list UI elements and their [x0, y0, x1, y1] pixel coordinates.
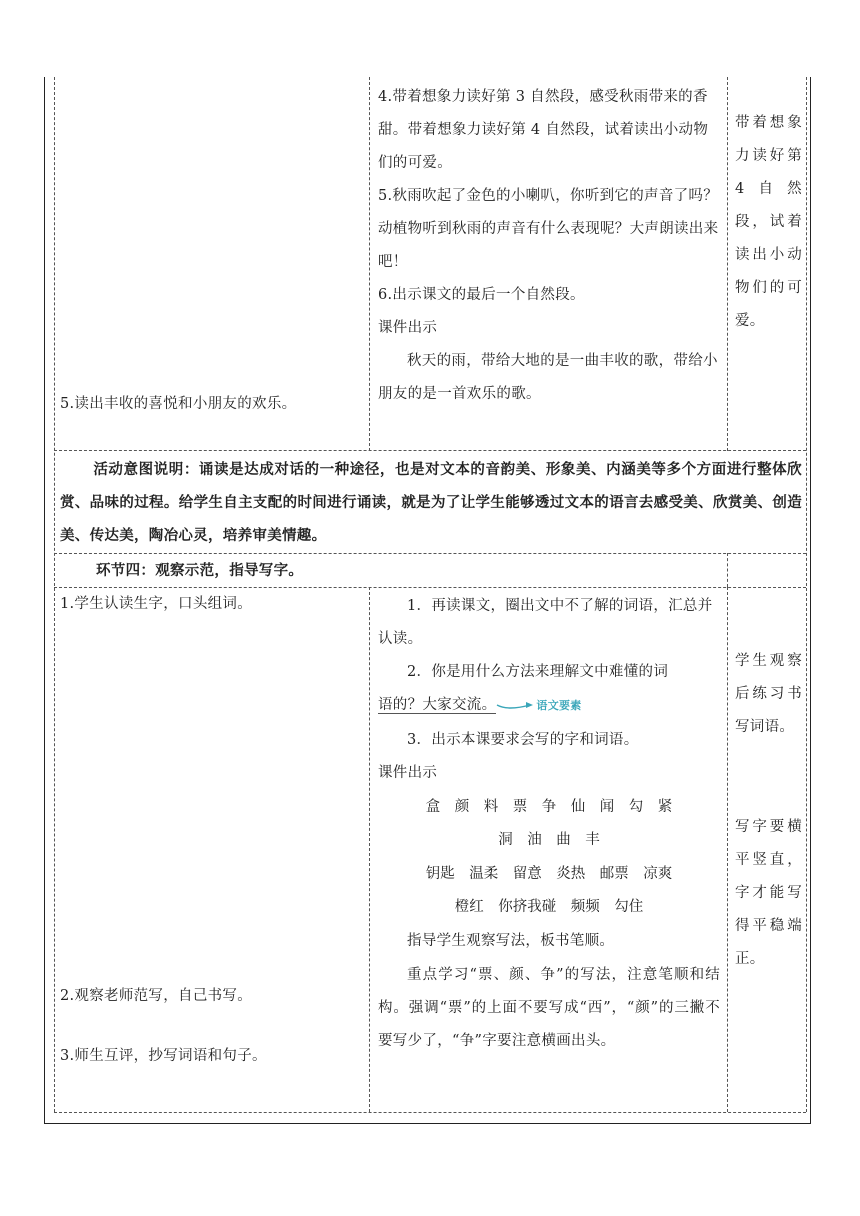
teacher-step-2b [378, 689, 720, 722]
teacher-activity-block [378, 81, 720, 411]
activity-intent-text: 活动意图说明：诵读是达成对话的一种途径，也是对文本的音韵美、形象美、内涵美等多个方面进行整体欣赏、品味的过程。给学生自主支配的时间进行诵读，就是为了让学生能够透过文本的语言去感受美、欣赏美、创造美、传达美，陶冶心灵，培养审美情趣。 [60, 461, 802, 544]
col-divider-1a [369, 77, 370, 451]
teacher-step-5b: 重点学习“票、颜、争”的写法，注意笔顺和结构。强调“票”的上面不要写成“西”，“颜”的三撇不要写少了，“争”字要注意横画出头。 [378, 967, 720, 1049]
student-activity-3: 3.师生互评，抄写词语和句子。 [60, 1048, 267, 1064]
inner-bottom-border [54, 1112, 806, 1113]
teacher-step-4b: 指导学生观察写法，板书笔顺。 [407, 933, 615, 949]
courseware-label-2: 课件出示 [378, 765, 438, 781]
courseware-quote: 秋天的雨，带给大地的是一曲丰收的歌，带给小朋友的是一首欢乐的歌。 [378, 353, 718, 402]
language-element-tag: 语文要素 [536, 699, 582, 712]
col-divider-2a [727, 77, 728, 451]
design-intent-note-2: 学生观察后练习书写词语。 [735, 653, 802, 735]
inner-left-border [54, 77, 55, 1112]
chars-row-2: 洞 油 曲 丰 [498, 832, 600, 848]
col-divider-2b [727, 587, 728, 1112]
table-bottom-border [44, 1123, 811, 1124]
col-divider-stage [727, 553, 728, 587]
teacher-step-5: 5.秋雨吹起了金色的小喇叭，你听到它的声音了吗？动植物听到秋雨的声音有什么表现呢？大声朗读出来吧！ [378, 188, 719, 270]
teacher-step-1: 1．再读课文，圈出文中不了解的词语，汇总并认读。 [378, 598, 713, 647]
teacher-step-4: 4.带着想象力读好第 3 自然段，感受秋雨带来的香甜。带着想象力读好第 4 自然段，试着读出小动物们的可爱。 [378, 89, 709, 171]
teacher-step-2b-text: 语的？大家交流。 [378, 697, 497, 713]
student-activity-5: 5.读出丰收的喜悦和小朋友的欢乐。 [60, 396, 297, 412]
arrow-icon [496, 699, 536, 711]
table-left-border [44, 77, 45, 1123]
teacher-step-2a: 2．你是用什么方法来理解文中难懂的词 [407, 664, 669, 680]
row-separator-1 [54, 450, 806, 451]
design-intent-note-3: 写字要横平竖直，字才能写得平稳端正。 [735, 819, 802, 967]
design-intent-note-1: 带着想象力读好第4自然段，试着读出小动物们的可爱。 [735, 115, 802, 329]
student-activity-1: 1.学生认读生字，口头组词。 [60, 596, 253, 612]
chars-row-1: 盒 颜 料 票 争 仙 闻 勾 紧 [425, 799, 673, 815]
col-divider-1b [369, 587, 370, 1112]
inner-right-border [806, 77, 807, 1112]
courseware-label: 课件出示 [378, 320, 438, 336]
teacher-step-3: 3．出示本课要求会写的字和词语。 [407, 732, 639, 748]
stage-title: 环节四：观察示范，指导写字。 [96, 562, 304, 579]
words-row-2: 橙红 你挤我碰 频频 勾住 [454, 899, 644, 915]
teacher-step-6: 6.出示课文的最后一个自然段。 [378, 287, 585, 303]
words-row-1: 钥匙 温柔 留意 炎热 邮票 凉爽 [425, 866, 673, 882]
student-activity-2: 2.观察老师范写，自己书写。 [60, 988, 253, 1004]
table-right-border [810, 77, 811, 1123]
